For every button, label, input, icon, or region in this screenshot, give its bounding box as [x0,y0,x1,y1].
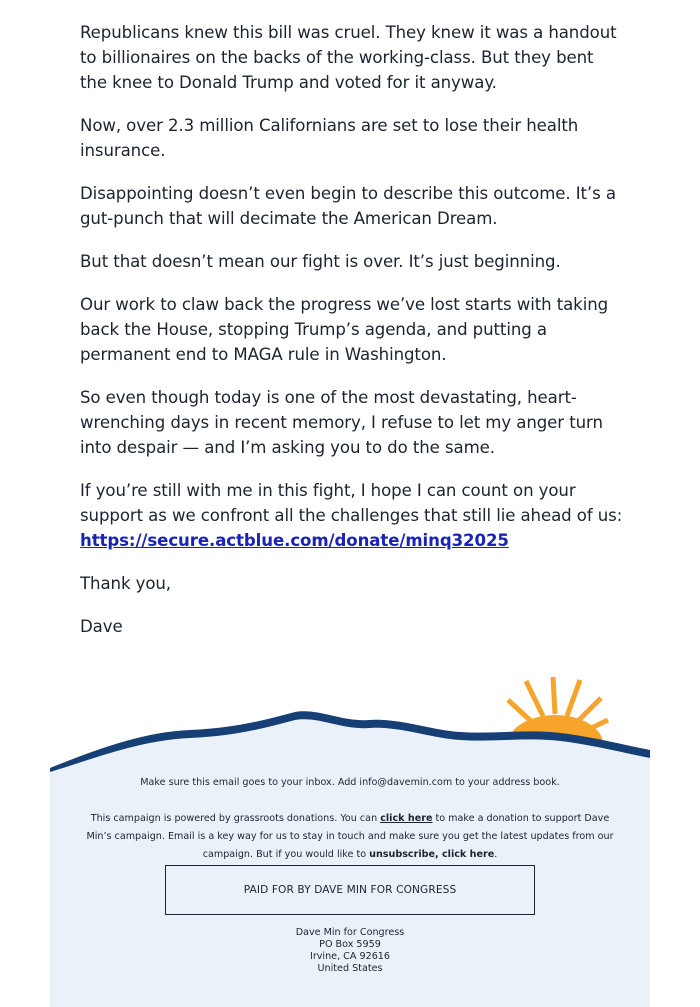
inbox-note: Make sure this email goes to your inbox. Add info@davemin.com to your address book. [140,777,560,788]
powered-text-2: to make a donation to support Dave Min’s campaign. Email is a key way for us to stay in touch and make sure you get the latest updates from our campaign. But if you would like to [86,813,614,860]
paragraph-republicans: Republicans knew this bill was cruel. They knew it was a handout to billionaires on the backs of the working-class. But they bent the knee to Donald Trump and voted for it anyway. [80,23,617,92]
unsubscribe-link-text: unsubscribe, click here [369,849,495,860]
unsubscribe-link[interactable] [369,849,494,860]
powered-text-end: . [494,849,498,860]
donate-link[interactable]: https://secure.actblue.com/donate/minq32025 [80,531,509,550]
mailing-address [50,927,650,975]
email-body [80,20,625,657]
address-po-box: PO Box 5959 [319,939,381,950]
paragraph-despair: So even though today is one of the most devastating, heart-wrenching days in recent memory, I refuse to let my anger turn into despair — and I’m asking you to do the same. [80,388,603,457]
signature-text: Dave [80,617,123,636]
paragraph-disappointing: Disappointing doesn’t even begin to describe this outcome. It’s a gut-punch that will decimate the American Dream. [80,184,616,228]
powered-by-note [78,810,622,864]
address-city: Irvine, CA 92616 [309,951,391,962]
address-country: United States [317,963,383,974]
paid-for-disclaimer-box [165,865,535,915]
paragraph-fight: But that doesn’t mean our fight is over. It’s just beginning. [80,252,561,271]
address-name: Dave Min for Congress [295,927,405,938]
email-footer [50,772,650,1007]
footer-wave-sun-illustration [50,672,650,774]
donate-intro-text: If you’re still with me in this fight, I hope I can count on your support as we confront all the challenges that still lie ahead of us: [80,481,623,525]
donation-click-here-link[interactable]: click here [380,813,433,824]
closing-text: Thank you, [80,574,171,593]
paid-for-text: PAID FOR BY DAVE MIN FOR CONGRESS [243,884,457,896]
paragraph-donate [80,478,625,553]
paragraph-health-insurance: Now, over 2.3 million Californians are set to lose their health insurance. [80,116,579,160]
powered-text-1: This campaign is powered by grassroots donations. You can [90,813,381,824]
paragraph-claw-back: Our work to claw back the progress we’ve lost starts with taking back the House, stopping Trump’s agenda, and putting a permanent end to MAGA rule in Washington. [80,295,609,364]
